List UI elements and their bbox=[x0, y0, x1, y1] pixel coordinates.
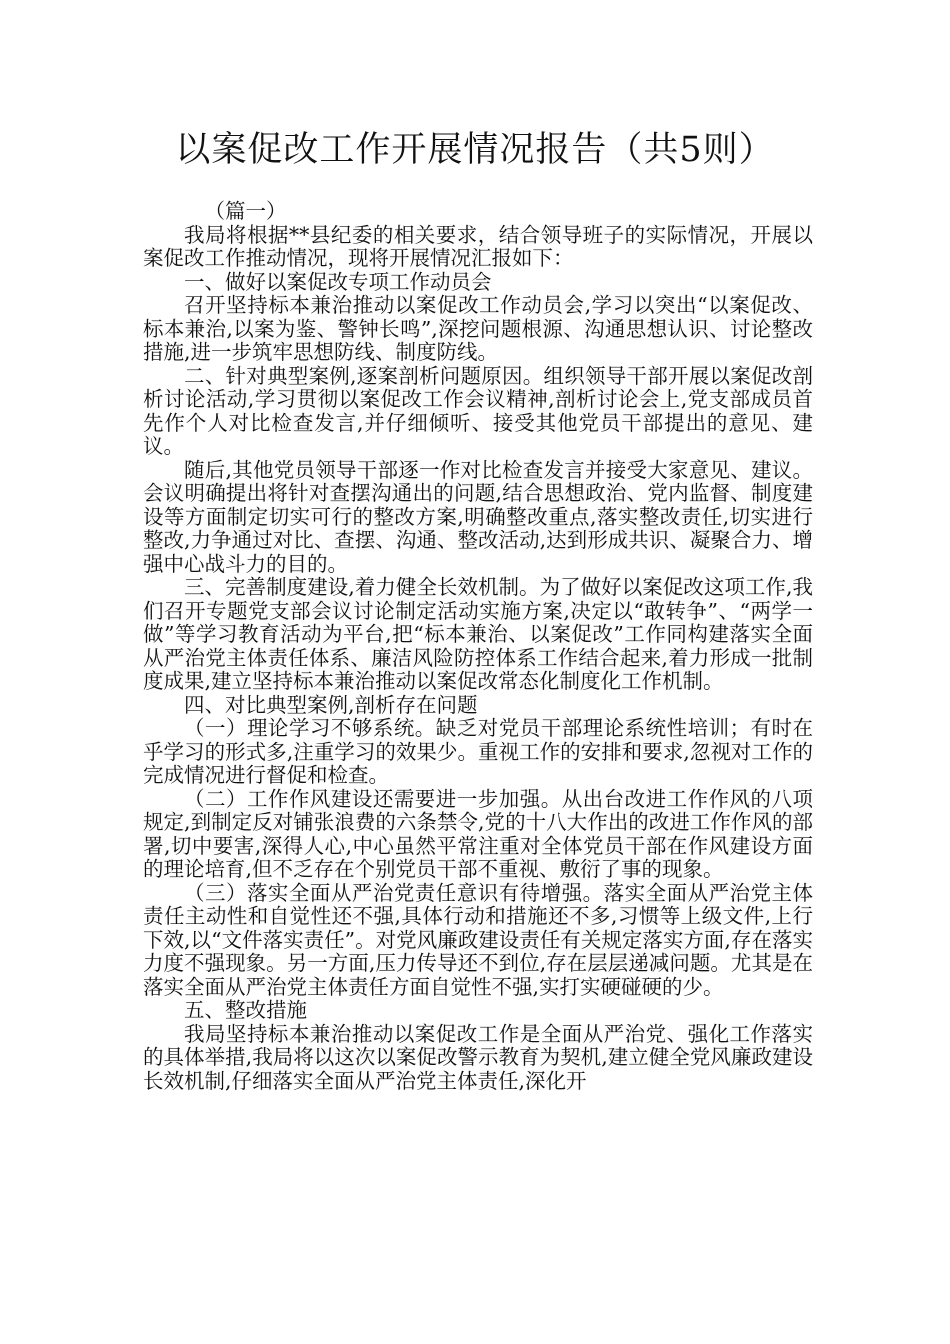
section-heading-3: 三、完善制度建设,着力健全长效机制。为了做好以案促改这项工作,我们召开专题党支部会议讨论制定活动实施方案,决定以“敢转争”、“两学一做”等学习教育活动为平台,把“标本兼治、以案促改”工作同构建落实全面从严治党主体责任体系、廉洁风险防控体系工作结合起来,着力形成一批制度成果,建立坚持标本兼治推动以案促改常态化制度化工作机制。 bbox=[143, 575, 813, 693]
part-label: （篇一） bbox=[204, 199, 287, 223]
body-paragraph: 我局坚持标本兼治推动以案促改工作是全面从严治党、强化工作落实的具体举措,我局将以这次以案促改警示教育为契机,建立健全党风廉政建设长效机制,仔细落实全面从严治党主体责任,深化开 bbox=[143, 1021, 813, 1093]
body-paragraph: 召开坚持标本兼治推动以案促改工作动员会,学习以突出“以案促改、标本兼治,以案为鉴、警钟长鸣”,深挖问题根源、沟通思想认识、讨论整改措施,进一步筑牢思想防线、制度防线。 bbox=[143, 293, 813, 364]
section-heading-1: 一、做好以案促改专项工作动员会 bbox=[184, 269, 492, 294]
intro-paragraph: 我局将根据**县纪委的相关要求，结合领导班子的实际情况，开展以案促改工作推动情况，现将开展情况汇报如下： bbox=[143, 222, 813, 270]
document-body bbox=[143, 200, 813, 1093]
section-heading-5: 五、整改措施 bbox=[184, 998, 307, 1022]
body-paragraph: 随后,其他党员领导干部逐一作对比检查发言并接受大家意见、建议。会议明确提出将针对查摆沟通出的问题,结合思想政治、党内监督、制度建设等方面制定切实可行的整改方案,明确整改重点,落实整改责任,切实进行整改,力争通过对比、查摆、沟通、整改活动,达到形成共识、凝聚合力、增强中心战斗力的目的。 bbox=[143, 457, 813, 576]
section-heading-2: 二、针对典型案例,逐案剖析问题原因。组织领导干部开展以案促改剖析讨论活动,学习贯彻以案促改工作会议精神,剖析讨论会上,党支部成员首先作个人对比检查发言,并仔细倾听、接受其他党员干部提出的意见、建议。 bbox=[143, 363, 813, 458]
section-heading-4: 四、对比典型案例,剖析存在问题 bbox=[184, 692, 478, 717]
subsection-paragraph-2: （二）工作作风建设还需要进一步加强。从出台改进工作作风的八项规定,到制定反对铺张浪费的六条禁令,党的十八大作出的改进工作作风的部署,切中要害,深得人心,中心虽然平常注重对全体党员干部在作风建设方面的理论培育,但不乏存在个别党员干部不重视、敷衍了事的现象。 bbox=[143, 786, 813, 881]
document-title: 以案促改工作开展情况报告（共5则） bbox=[175, 130, 775, 170]
subsection-paragraph-1: （一）理论学习不够系统。缺乏对党员干部理论系统性培训；有时在乎学习的形式多,注重学习的效果少。重视工作的安排和要求,忽视对工作的完成情况进行督促和检查。 bbox=[143, 716, 813, 787]
subsection-paragraph-3: （三）落实全面从严治党责任意识有待增强。落实全面从严治党主体责任主动性和自觉性还不强,具体行动和措施还不多,习惯等上级文件,上行下效,以“文件落实责任”。对党风廉政建设责任有关规定落实方面,存在落实力度不强现象。另一方面,压力传导还不到位,存在层层递减问题。尤其是在落实全面从严治党主体责任方面自觉性不强,实打实硬碰硬的少。 bbox=[143, 880, 813, 999]
